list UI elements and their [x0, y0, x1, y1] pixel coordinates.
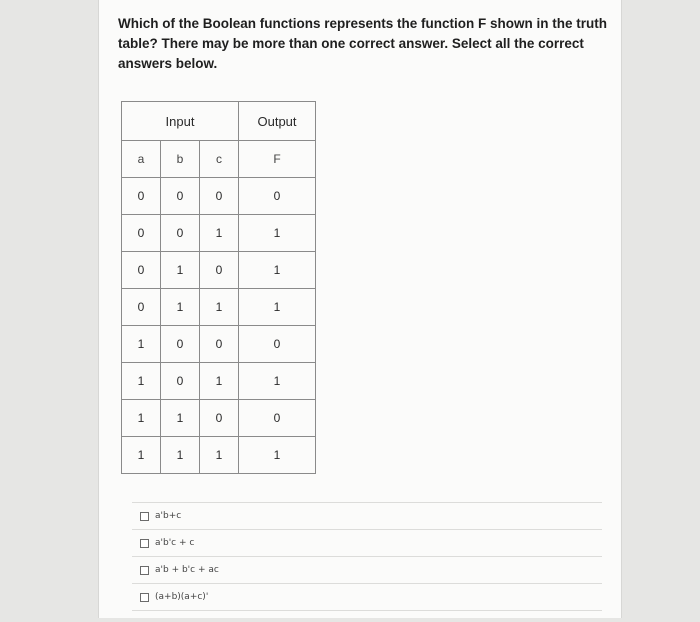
- table-row: [122, 326, 316, 363]
- truth-table: [121, 101, 316, 474]
- question-text: Which of the Boolean functions represents the function F shown in the truth table? There may be more than one correct answer. Select all the correct answers below.: [118, 16, 607, 71]
- cell-b: 0: [161, 326, 200, 363]
- cell-b: 1: [161, 437, 200, 474]
- cell-b: 1: [161, 400, 200, 437]
- table-row: [122, 178, 316, 215]
- checkbox[interactable]: [140, 539, 149, 548]
- cell-f: 1: [239, 252, 316, 289]
- table-row: [122, 400, 316, 437]
- column-header-c: c: [200, 141, 239, 178]
- cell-c: 1: [200, 363, 239, 400]
- answer-label: a'b+c: [155, 511, 182, 521]
- answer-option-4[interactable]: [132, 583, 602, 611]
- cell-a: 0: [122, 252, 161, 289]
- answer-label: a'b + b'c + ac: [155, 565, 219, 575]
- checkbox[interactable]: [140, 566, 149, 575]
- cell-c: 0: [200, 252, 239, 289]
- cell-a: 1: [122, 326, 161, 363]
- column-header-f: F: [239, 141, 316, 178]
- cell-c: 1: [200, 437, 239, 474]
- cell-a: 1: [122, 363, 161, 400]
- table-row: [122, 437, 316, 474]
- cell-c: 1: [200, 289, 239, 326]
- cell-c: 0: [200, 326, 239, 363]
- cell-f: 0: [239, 400, 316, 437]
- cell-a: 0: [122, 178, 161, 215]
- cell-c: 1: [200, 215, 239, 252]
- cell-f: 1: [239, 363, 316, 400]
- cell-b: 0: [161, 363, 200, 400]
- table-row: [122, 215, 316, 252]
- answer-label: a'b'c + c: [155, 538, 195, 548]
- answer-label: (a+b)(a+c)': [155, 592, 209, 602]
- table-row: [122, 289, 316, 326]
- cell-f: 0: [239, 178, 316, 215]
- cell-f: 1: [239, 437, 316, 474]
- input-header: Input: [122, 102, 239, 141]
- cell-b: 1: [161, 252, 200, 289]
- answer-option-1[interactable]: [132, 502, 602, 529]
- cell-b: 0: [161, 178, 200, 215]
- checkbox[interactable]: [140, 593, 149, 602]
- cell-f: 1: [239, 215, 316, 252]
- cell-f: 0: [239, 326, 316, 363]
- cell-c: 0: [200, 400, 239, 437]
- table-row: [122, 252, 316, 289]
- cell-b: 0: [161, 215, 200, 252]
- cell-b: 1: [161, 289, 200, 326]
- checkbox[interactable]: [140, 512, 149, 521]
- cell-a: 1: [122, 437, 161, 474]
- table-row: [122, 363, 316, 400]
- answer-option-3[interactable]: [132, 556, 602, 583]
- output-header: Output: [239, 102, 316, 141]
- answer-option-2[interactable]: [132, 529, 602, 556]
- cell-c: 0: [200, 178, 239, 215]
- cell-a: 1: [122, 400, 161, 437]
- cell-f: 1: [239, 289, 316, 326]
- cell-a: 0: [122, 289, 161, 326]
- answer-options: [132, 502, 602, 611]
- cell-a: 0: [122, 215, 161, 252]
- column-header-a: a: [122, 141, 161, 178]
- column-header-b: b: [161, 141, 200, 178]
